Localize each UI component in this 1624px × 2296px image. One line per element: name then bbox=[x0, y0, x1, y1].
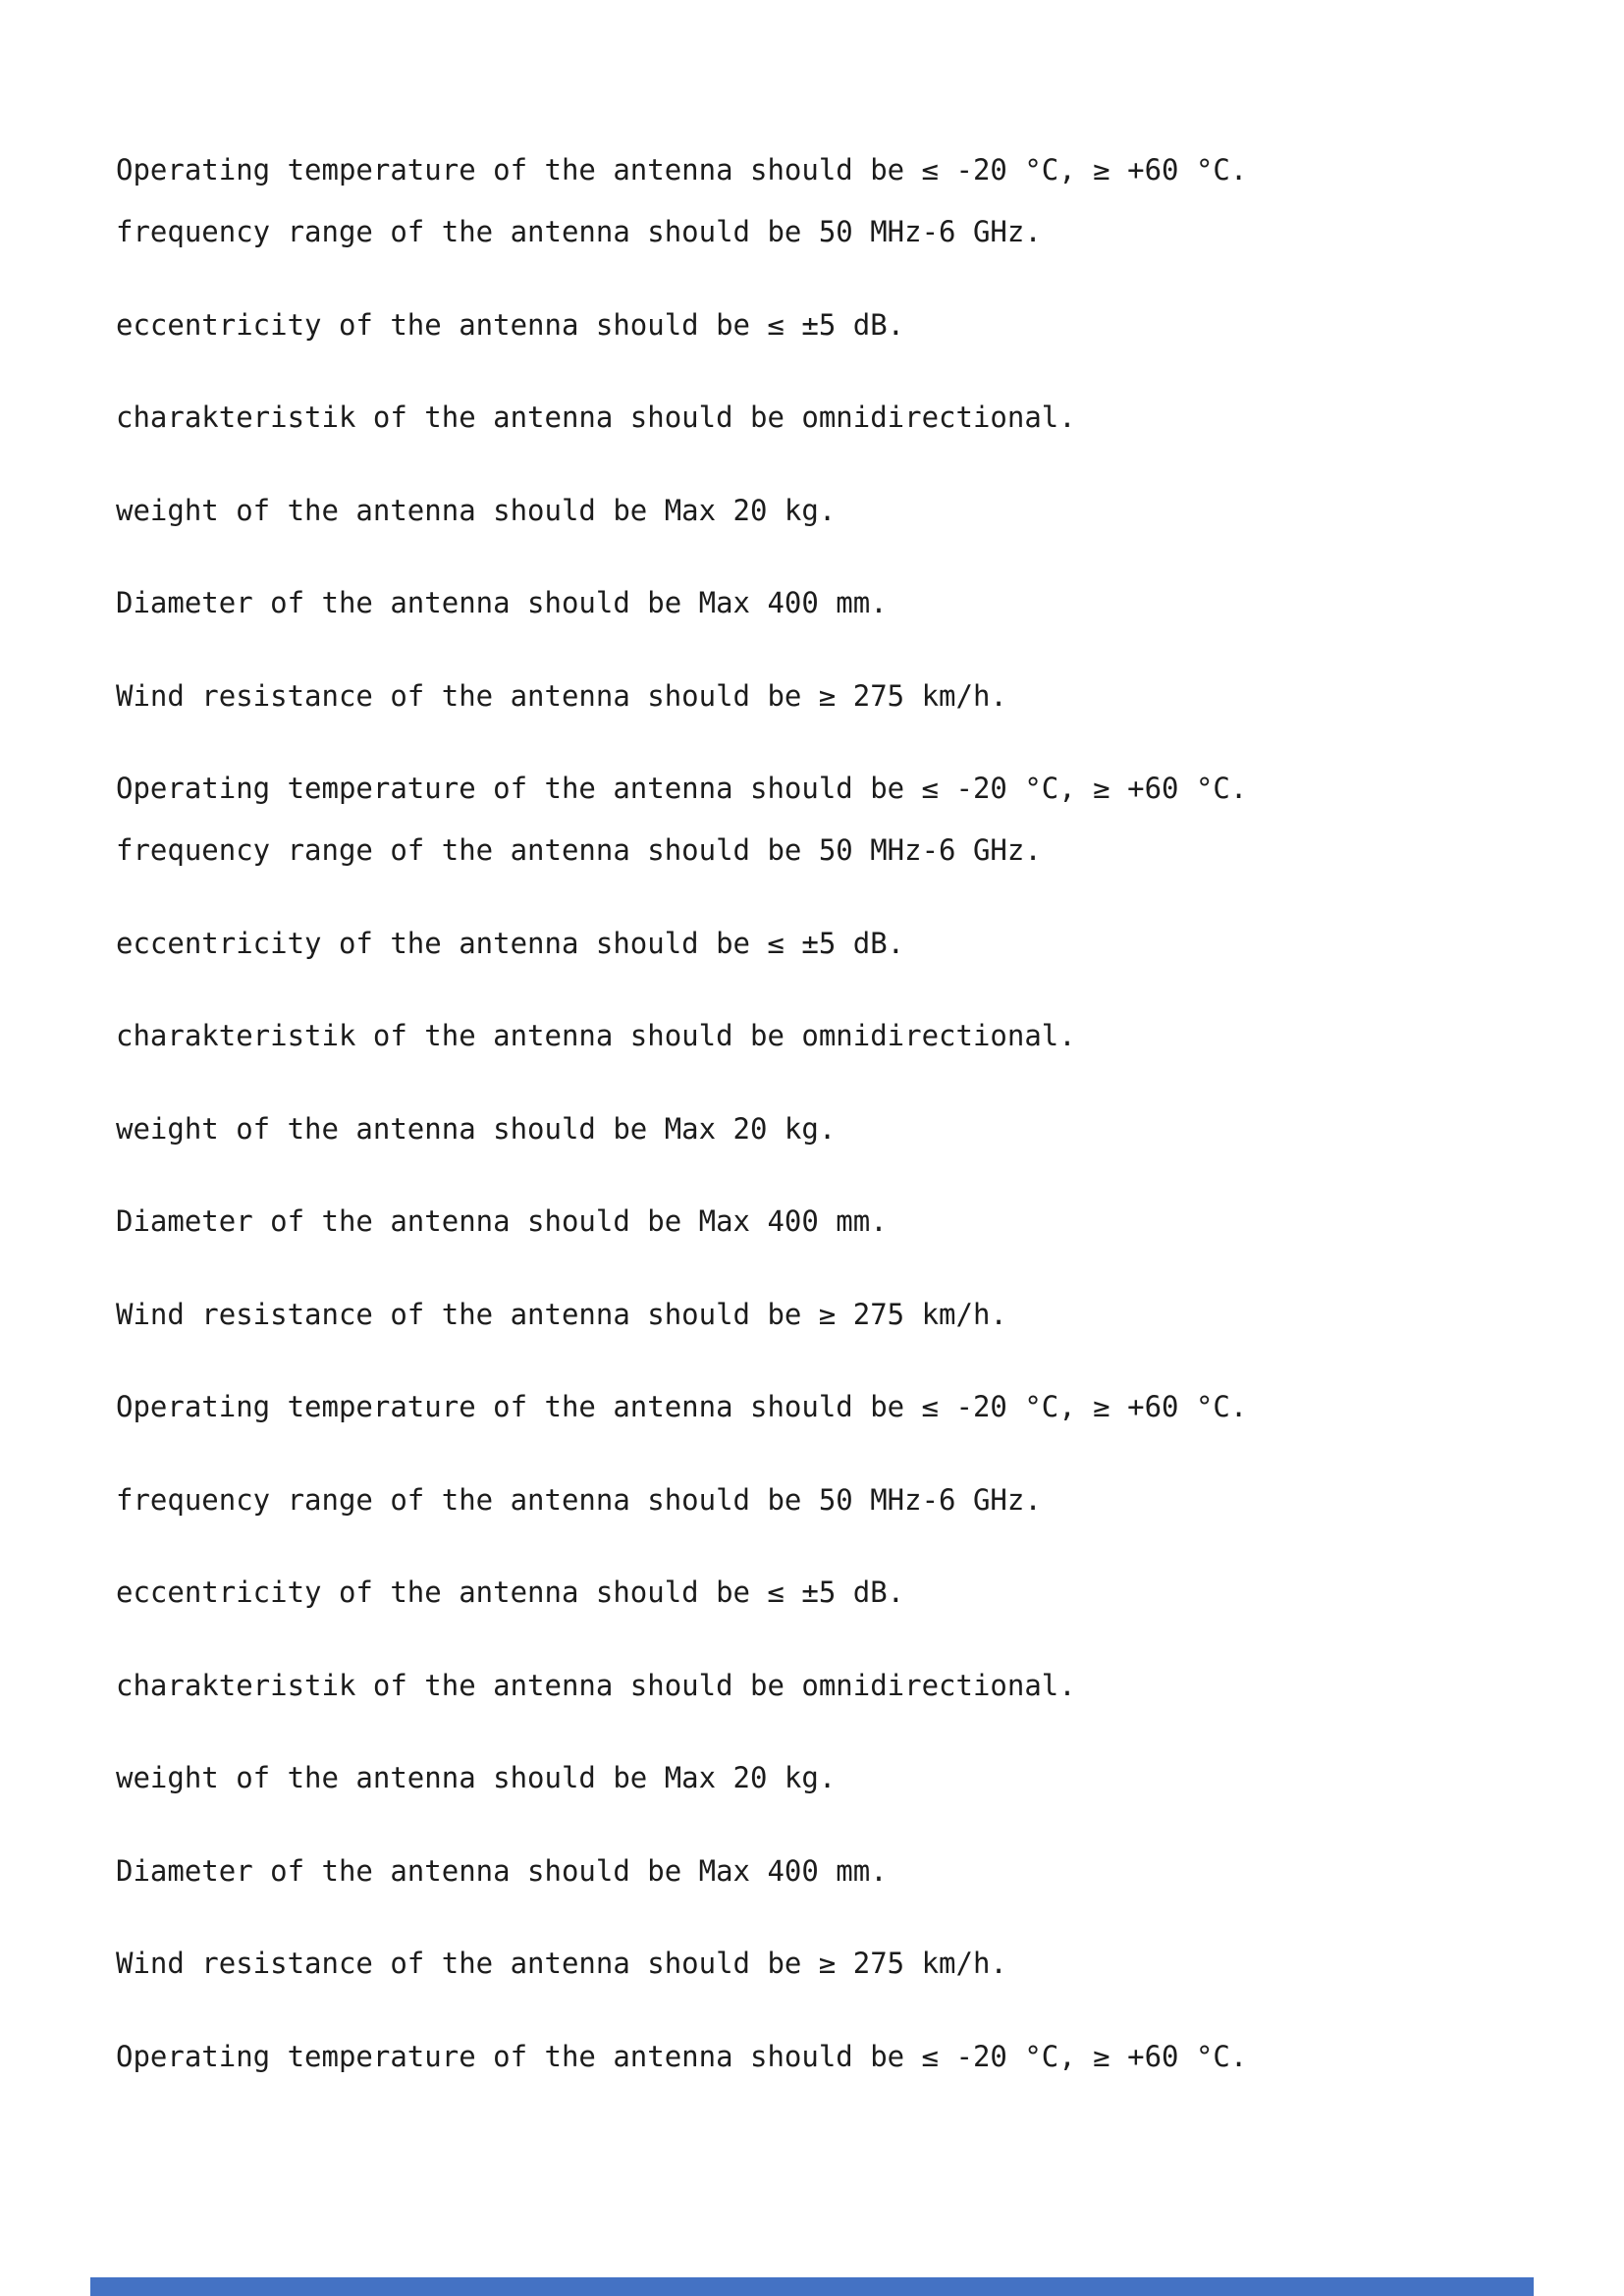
document-line: Wind resistance of the antenna should be ≥ 275 km/h. bbox=[116, 1297, 1007, 1331]
document-line: Wind resistance of the antenna should be ≥ 275 km/h. bbox=[116, 1947, 1007, 1980]
document-line bbox=[116, 1918, 1510, 1949]
document-line bbox=[116, 1887, 1510, 1918]
document-line: Operating temperature of the antenna should be ≤ -20 °C, ≥ +60 °C. bbox=[116, 772, 1248, 805]
document-line bbox=[116, 805, 1510, 836]
document-line bbox=[116, 1268, 1510, 1300]
document-line: weight of the antenna should be Max 20 kg. bbox=[116, 493, 837, 527]
document-line bbox=[116, 1176, 1510, 1207]
document-line: charakteristik of the antenna should be omnidirectional. bbox=[116, 1019, 1076, 1052]
document-line bbox=[116, 1980, 1510, 2011]
document-line bbox=[116, 1145, 1510, 1176]
document-line bbox=[116, 1794, 1510, 1826]
document-line bbox=[116, 1701, 1510, 1733]
document-line bbox=[116, 558, 1510, 589]
document-line bbox=[116, 1330, 1510, 1362]
text-block bbox=[116, 155, 1510, 2072]
document-line: Diameter of the antenna should be Max 400 mm. bbox=[116, 1204, 888, 1238]
document-line: Operating temperature of the antenna should be ≤ -20 °C, ≥ +60 °C. bbox=[116, 2039, 1248, 2073]
document-line: frequency range of the antenna should be 50 MHz-6 GHz. bbox=[116, 833, 1042, 867]
document-line bbox=[116, 867, 1510, 898]
document-line bbox=[116, 1639, 1510, 1671]
document-line: charakteristik of the antenna should be omnidirectional. bbox=[116, 400, 1076, 434]
document-line bbox=[116, 1052, 1510, 1084]
document-line: Diameter of the antenna should be Max 400 mm. bbox=[116, 1853, 888, 1888]
document-line bbox=[116, 1454, 1510, 1485]
document-line: Operating temperature of the antenna should be ≤ -20 °C, ≥ +60 °C. bbox=[116, 1390, 1248, 1423]
document-line: Operating temperature of the antenna should be ≤ -20 °C, ≥ +60 °C. bbox=[116, 153, 1248, 187]
document-line: eccentricity of the antenna should be ≤ ±5 dB. bbox=[116, 926, 905, 960]
document-line bbox=[116, 1733, 1510, 1764]
document-line bbox=[116, 619, 1510, 651]
document-line: Wind resistance of the antenna should be ≥ 275 km/h. bbox=[116, 678, 1007, 713]
document-line bbox=[116, 743, 1510, 774]
document-line: eccentricity of the antenna should be ≤ ±5 dB. bbox=[116, 1575, 905, 1609]
document-line bbox=[116, 372, 1510, 403]
document-line bbox=[116, 1547, 1510, 1578]
document-line bbox=[116, 341, 1510, 372]
document-line bbox=[116, 990, 1510, 1022]
document-line bbox=[116, 1516, 1510, 1547]
document-line bbox=[116, 526, 1510, 558]
document-line bbox=[116, 1083, 1510, 1114]
document-line bbox=[116, 712, 1510, 743]
document-line bbox=[116, 1609, 1510, 1640]
document-line: weight of the antenna should be Max 20 kg. bbox=[116, 1111, 837, 1146]
document-line bbox=[116, 1423, 1510, 1455]
document-line: weight of the antenna should be Max 20 kg. bbox=[116, 1761, 837, 1794]
document-line: Diameter of the antenna should be Max 400 mm. bbox=[116, 586, 888, 619]
document-line bbox=[116, 1238, 1510, 1269]
document-line bbox=[116, 897, 1510, 929]
bottom-blue-bar bbox=[90, 2277, 1534, 2296]
document-line bbox=[116, 187, 1510, 218]
document-line bbox=[116, 279, 1510, 310]
document-line bbox=[116, 650, 1510, 681]
document-line bbox=[116, 464, 1510, 496]
document-line: frequency range of the antenna should be 50 MHz-6 GHz. bbox=[116, 1482, 1042, 1517]
document-line: eccentricity of the antenna should be ≤ ±5 dB. bbox=[116, 307, 905, 342]
document-line bbox=[116, 434, 1510, 465]
document-line bbox=[116, 1825, 1510, 1856]
document-line bbox=[116, 248, 1510, 280]
document-line bbox=[116, 1362, 1510, 1393]
document-line bbox=[116, 959, 1510, 990]
document-line: frequency range of the antenna should be 50 MHz-6 GHz. bbox=[116, 215, 1042, 248]
document-line: charakteristik of the antenna should be omnidirectional. bbox=[116, 1668, 1076, 1702]
document-line bbox=[116, 2010, 1510, 2042]
